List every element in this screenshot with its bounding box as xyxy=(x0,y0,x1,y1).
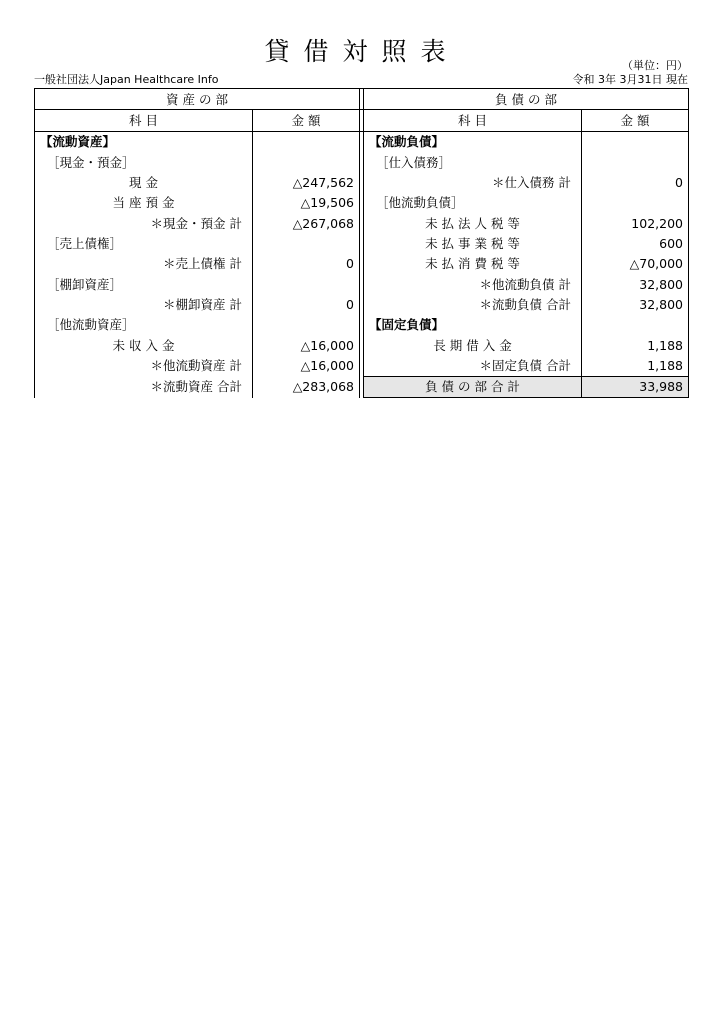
table-row xyxy=(35,213,689,233)
assets-item-label: ［売上債権］ xyxy=(35,233,253,253)
assets-item-header: 科 目 xyxy=(35,110,253,131)
liabilities-item-label: 【流動負債】 xyxy=(364,131,582,152)
liabilities-amount-value: 600 xyxy=(582,233,689,253)
table-row xyxy=(35,376,689,397)
assets-amount-value: △16,000 xyxy=(253,355,360,376)
assets-item-label: ［他流動資産］ xyxy=(35,315,253,335)
unit-label: （単位：円） xyxy=(622,59,688,72)
assets-item-label: ［棚卸資産］ xyxy=(35,274,253,294)
assets-amount-value: 0 xyxy=(253,294,360,314)
table-row xyxy=(35,355,689,376)
report-date: 令和 3年 3月31日 現在 xyxy=(572,73,688,86)
liabilities-item-label: 未 払 消 費 税 等 xyxy=(364,254,582,274)
assets-amount-value xyxy=(253,274,360,294)
liabilities-amount-value: 102,200 xyxy=(582,213,689,233)
assets-amount-value xyxy=(253,152,360,172)
balance-sheet-table xyxy=(34,88,689,398)
assets-amount-value: △16,000 xyxy=(253,335,360,355)
liabilities-item-label: ＊固定負債 合計 xyxy=(364,355,582,376)
assets-amount-value xyxy=(253,315,360,335)
liabilities-item-label: ［他流動負債］ xyxy=(364,193,582,213)
liabilities-amount-value xyxy=(582,152,689,172)
assets-item-label: ＊棚卸資産 計 xyxy=(35,294,253,314)
table-row xyxy=(35,193,689,213)
liabilities-section-header: 負 債 の 部 xyxy=(364,89,689,110)
assets-amount-value: △19,506 xyxy=(253,193,360,213)
table-row xyxy=(35,274,689,294)
column-header-row xyxy=(35,110,689,131)
liabilities-item-label: 未 払 法 人 税 等 xyxy=(364,213,582,233)
document-title: 貸借対照表 xyxy=(264,37,460,66)
assets-amount-value: △283,068 xyxy=(253,376,360,397)
liabilities-amount-value: 1,188 xyxy=(582,355,689,376)
assets-item-label: 未 収 入 金 xyxy=(35,335,253,355)
liabilities-item-label: ＊他流動負債 計 xyxy=(364,274,582,294)
liabilities-item-label: 【固定負債】 xyxy=(364,315,582,335)
liabilities-amount-value xyxy=(582,131,689,152)
liabilities-amount-value: 33,988 xyxy=(582,376,689,397)
assets-item-label: 現 金 xyxy=(35,172,253,192)
liabilities-item-label: 負 債 の 部 合 計 xyxy=(364,376,582,397)
assets-amount-value: △247,562 xyxy=(253,172,360,192)
section-header-row xyxy=(35,89,689,110)
liabilities-amount-value: △70,000 xyxy=(582,254,689,274)
assets-item-label: ＊流動資産 合計 xyxy=(35,376,253,397)
liabilities-amount-value: 32,800 xyxy=(582,294,689,314)
assets-item-label: ［現金・預金］ xyxy=(35,152,253,172)
table-row xyxy=(35,131,689,152)
table-row xyxy=(35,315,689,335)
assets-amount-value xyxy=(253,131,360,152)
assets-amount-value: △267,068 xyxy=(253,213,360,233)
assets-item-label: ＊現金・預金 計 xyxy=(35,213,253,233)
liabilities-item-label: 未 払 事 業 税 等 xyxy=(364,233,582,253)
liabilities-amount-value: 0 xyxy=(582,172,689,192)
table-row xyxy=(35,254,689,274)
table-row xyxy=(35,233,689,253)
assets-item-label: ＊売上債権 計 xyxy=(35,254,253,274)
assets-section-header: 資 産 の 部 xyxy=(35,89,360,110)
assets-amount-value: 0 xyxy=(253,254,360,274)
liabilities-amount-header: 金 額 xyxy=(582,110,689,131)
assets-item-label: 当 座 預 金 xyxy=(35,193,253,213)
organization-name: 一般社団法人Japan Healthcare Info xyxy=(34,73,219,86)
liabilities-amount-value: 32,800 xyxy=(582,274,689,294)
liabilities-item-label: ［仕入債務］ xyxy=(364,152,582,172)
liabilities-amount-value: 1,188 xyxy=(582,335,689,355)
assets-amount-header: 金 額 xyxy=(253,110,360,131)
liabilities-item-header: 科 目 xyxy=(364,110,582,131)
table-row xyxy=(35,294,689,314)
liabilities-amount-value xyxy=(582,315,689,335)
assets-item-label: 【流動資産】 xyxy=(35,131,253,152)
assets-item-label: ＊他流動資産 計 xyxy=(35,355,253,376)
liabilities-item-label: ＊仕入債務 計 xyxy=(364,172,582,192)
assets-amount-value xyxy=(253,233,360,253)
table-row xyxy=(35,172,689,192)
table-row xyxy=(35,152,689,172)
liabilities-amount-value xyxy=(582,193,689,213)
table-row xyxy=(35,335,689,355)
liabilities-item-label: ＊流動負債 合計 xyxy=(364,294,582,314)
liabilities-item-label: 長 期 借 入 金 xyxy=(364,335,582,355)
